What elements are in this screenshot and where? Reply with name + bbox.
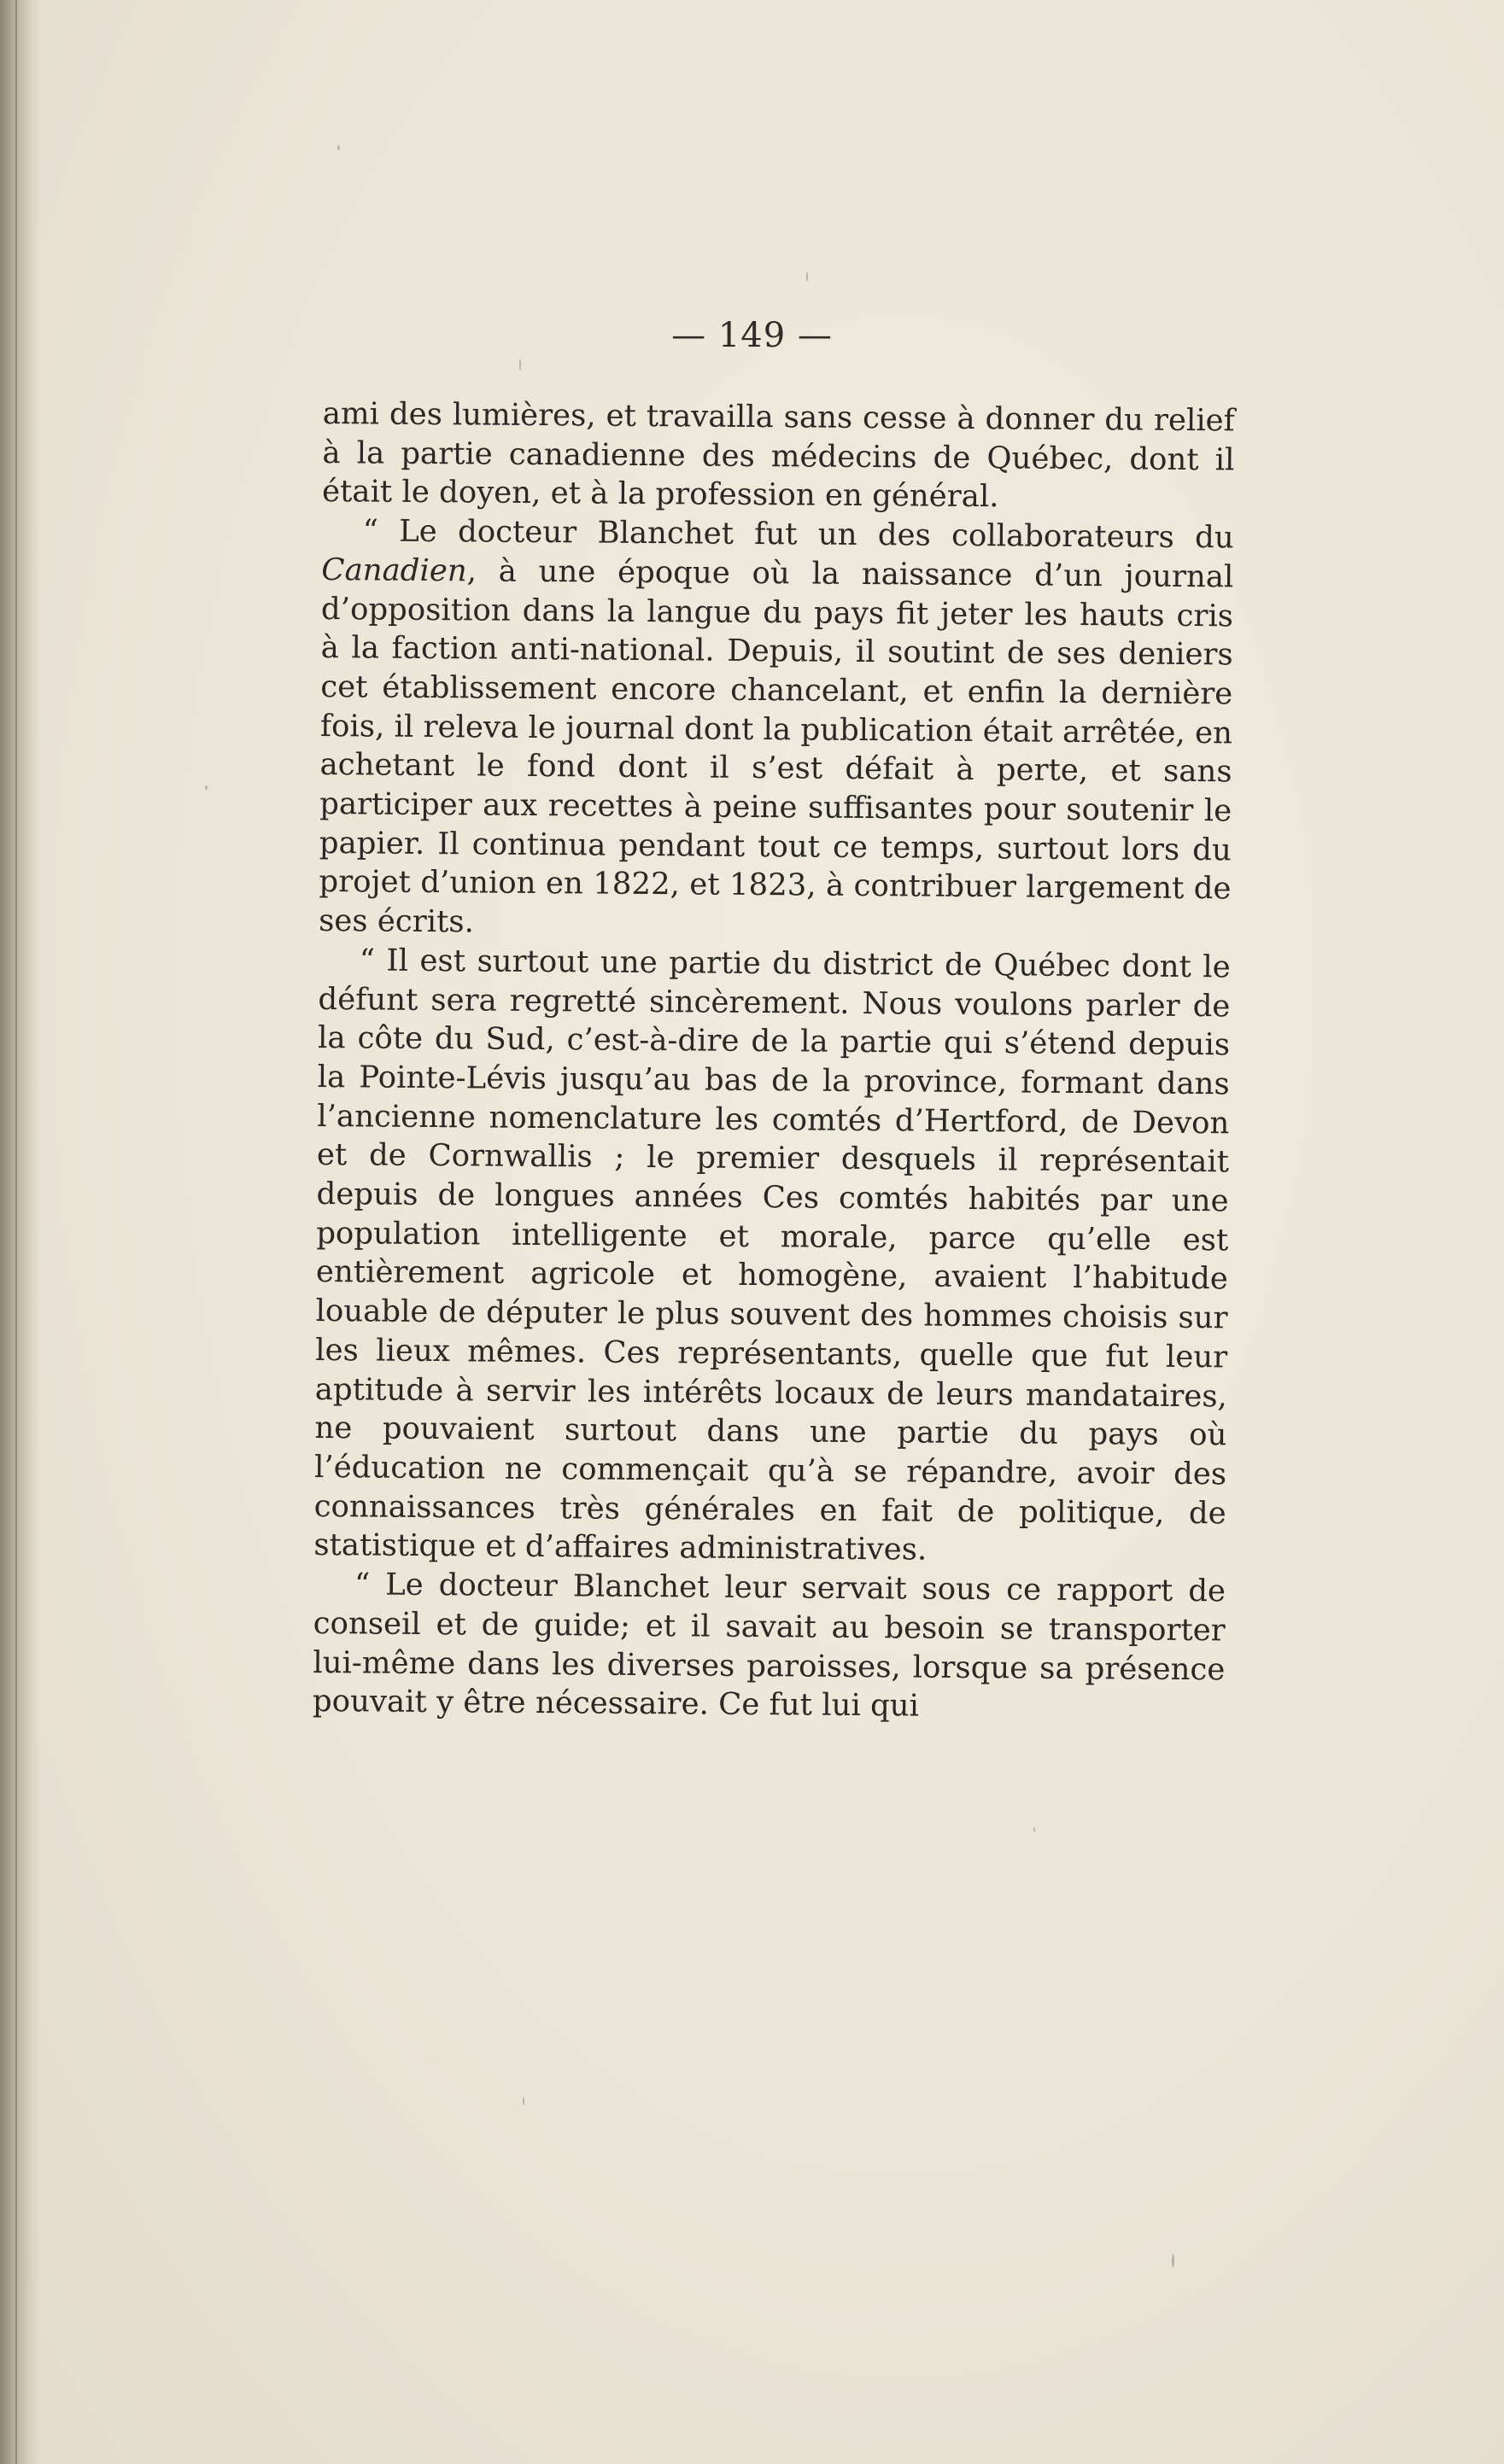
paper-speck — [337, 145, 340, 150]
paper-speck — [1172, 2254, 1174, 2268]
paragraph-district: “ Il est surtout une partie du district de Québec dont le défunt sera regretté sincèrement. Nous voulons parler de la côte du Sud, c’est-à-dire de la partie qui s’étend depuis la Pointe-Lévis jusqu’au bas de la province, formant dans l’ancienne nomenclature les comtés d’Hertford, de Devon et de Cornwallis ; le premier desquels il représentait depuis de longues années Ces comtés habités par une population intelligente et morale, parce qu’elle est entièrement agricole et homogène, avaient l’habitude louable de députer le plus souvent des hommes choisis sur les lieux mêmes. Ces représentants, quelle que fut leur aptitude à servir les intérêts locaux de leurs mandataires, ne pouvaient surtout dans une partie du pays où l’éducation ne commençait qu’à se répandre, avoir des connaissances très générales en fait de politique, de statistique et d’affaires administratives. — [313, 943, 1231, 1568]
paper-speck — [205, 785, 208, 790]
paragraph-collaborateur — [319, 511, 1234, 948]
binding-shadow — [0, 0, 41, 2464]
paper-speck — [519, 359, 521, 371]
paragraph-rest: , à une époque où la naissance d’un journal d’opposition dans la langue du pays fit jeter les hauts cris à la faction anti-national. Depuis, il soutint de ses deniers cet établissement encore chancelant, et enfin la dernière fois, il releva le journal dont la publication était arrêtée, en achetant le fond dont il s’est défait à perte, et sans participer aux recettes à peine suffisantes pour soutenir le papier. Il continua pendant tout ce temps, surtout lors du projet d’union en 1822, et 1823, à contribuer largement de ses écrits. — [318, 553, 1234, 940]
paper-speck — [523, 2097, 524, 2105]
paragraph-continuation: ami des lumières, et travailla sans cesse à donner du relief à la partie canadienne des médecins de Québec, dont il était le doyen, et à la profession en général. — [321, 395, 1235, 515]
paragraph-conseil: “ Le docteur Blanchet leur servait sous ce rapport de conseil et de guide; et il savait au besoin se transporter lui-même dans les diverses paroisses, lorsque sa présence pouvait y être nécessaire. Ce fut lui qui — [312, 1567, 1226, 1724]
binding-edge — [15, 0, 17, 2464]
body-text — [313, 394, 1235, 1728]
paper-speck — [1033, 1827, 1035, 1832]
page-number: — 149 — — [671, 316, 833, 355]
paper-speck — [806, 272, 808, 282]
newspaper-title: Canadien — [321, 552, 467, 589]
paragraph-lead: “ Le docteur Blanchet fut un des collaborateurs du — [362, 513, 1234, 556]
